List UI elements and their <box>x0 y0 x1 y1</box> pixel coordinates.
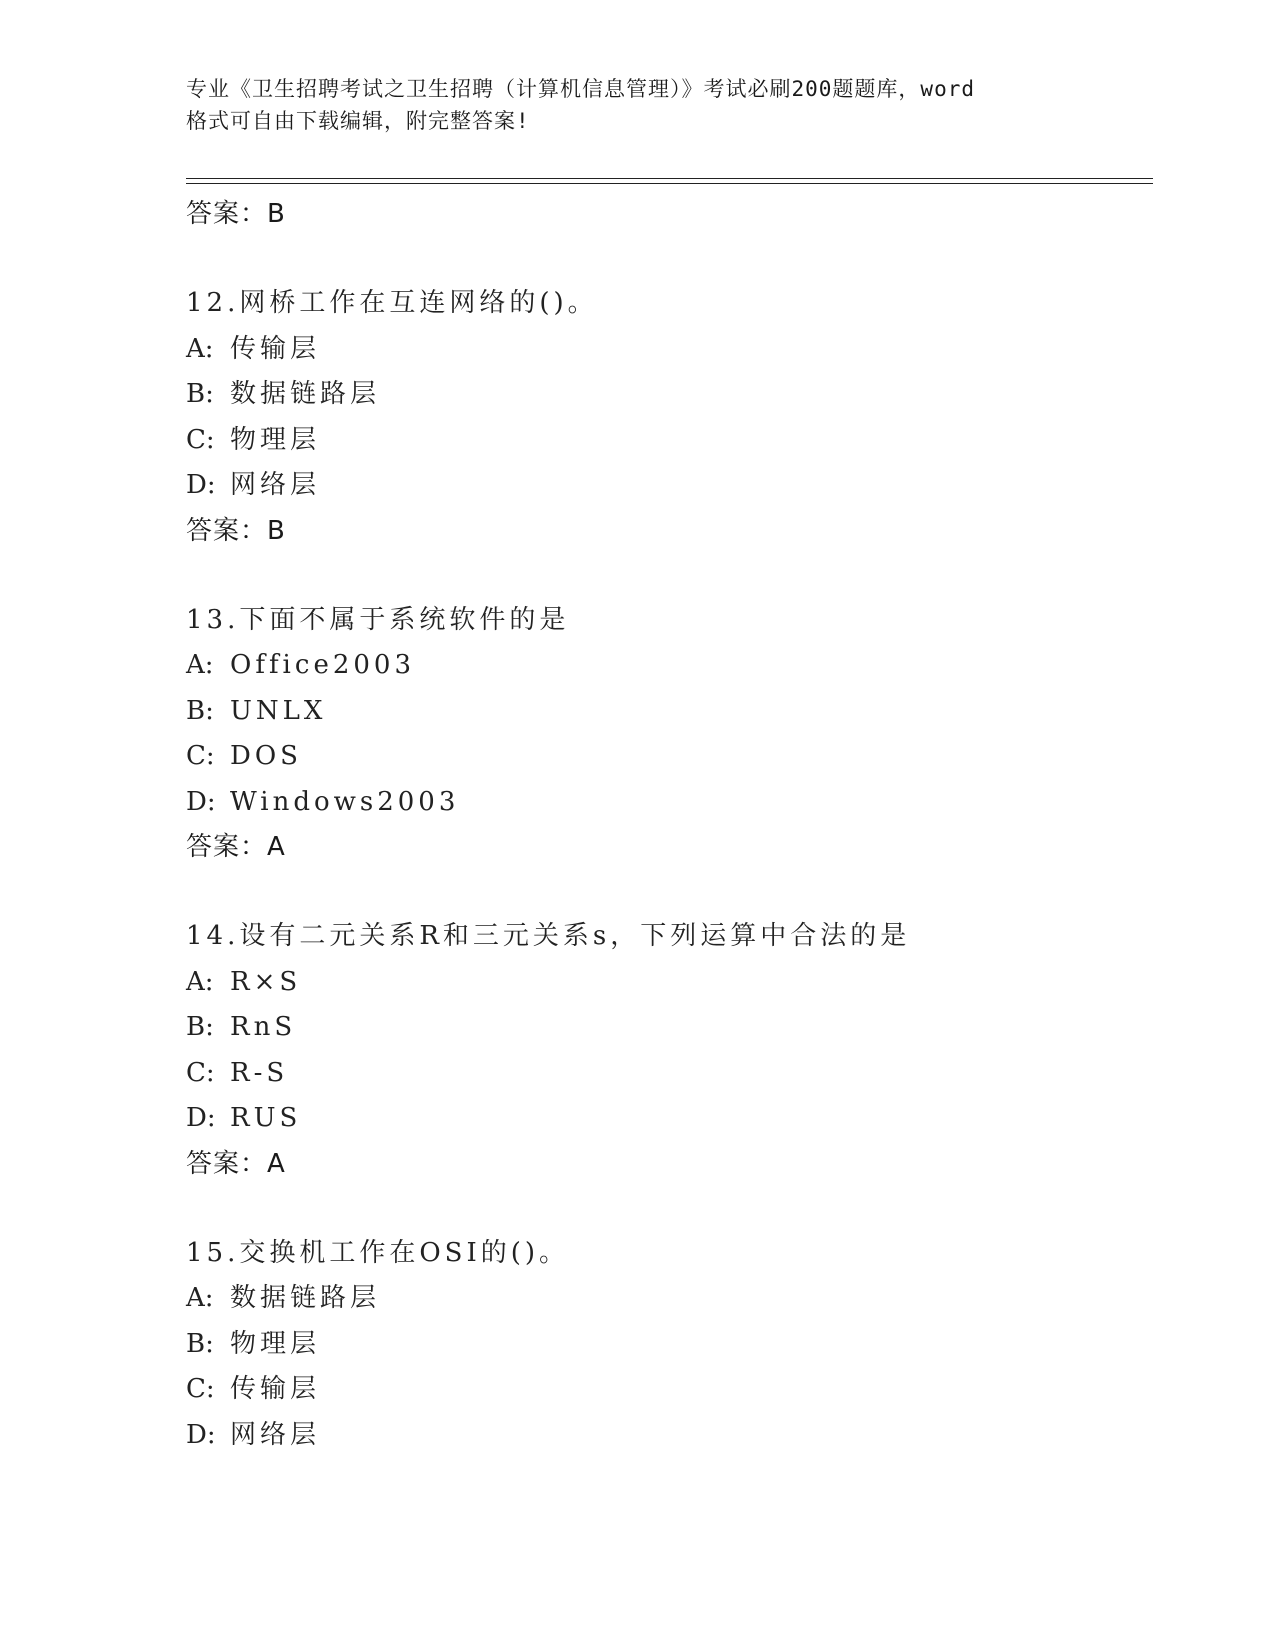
question-block <box>186 1231 1146 1459</box>
option-letter: C: <box>186 1374 215 1404</box>
question-block <box>186 914 1146 1187</box>
option-letter: A: <box>186 333 214 364</box>
option-b <box>186 1322 1146 1368</box>
option-letter: A: <box>186 1283 214 1313</box>
option-d <box>186 463 1146 509</box>
option-letter: B: <box>186 1328 214 1359</box>
option-text: 数据链路层 <box>230 1283 381 1313</box>
option-a <box>186 643 1146 689</box>
question-text: 14.设有二元关系R和三元关系s，下列运算中合法的是 <box>186 921 911 951</box>
answer-label: 答案：B <box>186 199 286 229</box>
option-text: Office2003 <box>230 650 415 680</box>
option-text: R×S <box>230 966 302 997</box>
header-divider-top <box>186 178 1153 179</box>
question-block <box>186 281 1146 554</box>
option-a <box>186 327 1146 373</box>
option-letter: A: <box>186 650 214 680</box>
option-d <box>186 780 1146 826</box>
answer-label: 答案：B <box>186 515 286 546</box>
option-letter: D: <box>186 1419 216 1450</box>
header-divider-bottom <box>186 183 1153 184</box>
option-text: R-S <box>230 1057 289 1088</box>
option-letter: B: <box>186 379 214 409</box>
answer-label: 答案：A <box>186 832 286 862</box>
answer-label: 答案：A <box>186 1148 286 1179</box>
header-line-2: 格式可自由下载编辑，附完整答案! <box>186 109 530 133</box>
option-text: 网络层 <box>230 1419 321 1450</box>
option-text: 传输层 <box>230 1374 321 1404</box>
option-text: UNLX <box>230 695 327 726</box>
option-text: Windows2003 <box>230 786 460 817</box>
option-a <box>186 960 1146 1006</box>
question-text: 12.网桥工作在互连网络的()。 <box>186 288 598 318</box>
option-text: 网络层 <box>230 470 321 500</box>
option-letter: C: <box>186 741 215 771</box>
document-header <box>186 73 1086 137</box>
option-b <box>186 689 1146 735</box>
option-letter: D: <box>186 786 216 817</box>
option-text: RUS <box>230 1103 302 1133</box>
option-b <box>186 372 1146 418</box>
option-text: 物理层 <box>230 1328 321 1359</box>
option-a <box>186 1276 1146 1322</box>
option-c <box>186 1367 1146 1413</box>
question-text: 15.交换机工作在OSI的()。 <box>186 1237 570 1268</box>
option-text: 数据链路层 <box>230 379 381 409</box>
option-letter: A: <box>186 966 214 997</box>
question-text: 13.下面不属于系统软件的是 <box>186 604 570 635</box>
option-letter: D: <box>186 470 216 500</box>
question-block <box>186 598 1146 871</box>
option-text: 物理层 <box>230 424 321 455</box>
option-text: DOS <box>230 741 302 771</box>
option-c <box>186 1051 1146 1097</box>
option-letter: C: <box>186 1057 215 1088</box>
option-c <box>186 734 1146 780</box>
option-letter: D: <box>186 1103 216 1133</box>
option-text: 传输层 <box>230 333 321 364</box>
question-list <box>186 192 1146 1458</box>
option-b <box>186 1005 1146 1051</box>
option-d <box>186 1413 1146 1459</box>
option-letter: B: <box>186 695 214 726</box>
option-d <box>186 1096 1146 1142</box>
option-letter: B: <box>186 1012 214 1042</box>
option-letter: C: <box>186 424 215 455</box>
header-line-1: 专业《卫生招聘考试之卫生招聘（计算机信息管理）》考试必刷200题题库，word <box>186 77 975 101</box>
option-c <box>186 418 1146 464</box>
option-text: RnS <box>230 1012 297 1042</box>
